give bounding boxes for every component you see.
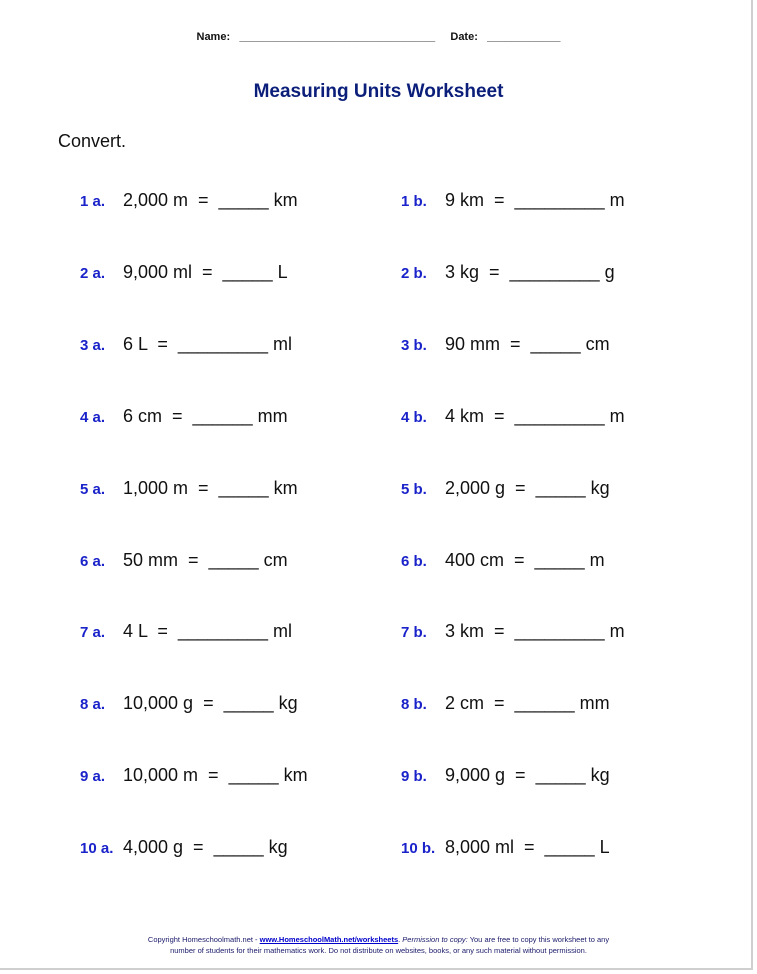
problem-1a [80, 190, 298, 211]
worksheets-link[interactable]: www.HomeschoolMath.net/worksheets [259, 935, 399, 944]
problem-number: 9 b. [401, 768, 427, 785]
problem-3b [401, 334, 610, 355]
problem-number: 1 a. [80, 193, 106, 210]
problem-text: 50 mm = _____ cm [123, 550, 288, 570]
problem-5a [80, 478, 298, 499]
problem-text: 2,000 m = _____ km [123, 190, 298, 210]
problem-4b [401, 406, 625, 427]
problem-10b [401, 837, 610, 858]
problem-text: 400 cm = _____ m [445, 550, 605, 570]
problem-number: 3 b. [401, 337, 427, 354]
problem-text: 4 km = _________ m [445, 406, 625, 426]
problem-8a [80, 693, 298, 714]
copyright-text: Copyright Homeschoolmath.net - [147, 935, 260, 944]
problem-text: 3 km = _________ m [445, 621, 625, 641]
problem-number: 4 b. [401, 409, 427, 426]
footer-separator: . [398, 935, 403, 944]
name-label: Name: [196, 31, 231, 43]
problem-text: 9 km = _________ m [445, 190, 625, 210]
problem-number: 2 b. [401, 265, 427, 282]
problem-2b [401, 262, 615, 283]
problem-6a [80, 550, 288, 571]
problem-number: 2 a. [80, 265, 106, 282]
permission-text: You are free to copy this worksheet to any [467, 935, 610, 944]
problem-number: 9 a. [80, 768, 106, 785]
problem-number: 6 b. [401, 553, 427, 570]
problem-number: 1 b. [401, 193, 427, 210]
date-blank: ____________ [487, 31, 561, 43]
problem-text: 9,000 g = _____ kg [445, 765, 610, 785]
problem-text: 90 mm = _____ cm [445, 334, 610, 354]
instruction-text: Convert. [58, 131, 127, 151]
problem-text: 4,000 g = _____ kg [123, 837, 288, 857]
problem-number: 7 b. [401, 624, 427, 641]
problem-number: 10 a. [80, 840, 114, 857]
problem-text: 8,000 ml = _____ L [445, 837, 610, 857]
problem-4a [80, 406, 288, 427]
problem-text: 3 kg = _________ g [445, 262, 615, 282]
problem-number: 8 a. [80, 696, 106, 713]
name-date-line [0, 31, 757, 43]
problem-9b [401, 765, 610, 786]
problem-text: 2 cm = ______ mm [445, 693, 610, 713]
problem-2a [80, 262, 288, 283]
problem-number: 8 b. [401, 696, 427, 713]
problem-number: 5 b. [401, 481, 427, 498]
problem-3a [80, 334, 292, 355]
problem-number: 10 b. [401, 840, 436, 857]
problem-text: 6 L = _________ ml [123, 334, 292, 354]
problem-text: 10,000 g = _____ kg [123, 693, 298, 713]
problem-text: 2,000 g = _____ kg [445, 478, 610, 498]
problem-5b [401, 478, 610, 499]
problem-text: 4 L = _________ ml [123, 621, 292, 641]
problem-text: 9,000 ml = _____ L [123, 262, 288, 282]
problem-number: 6 a. [80, 553, 106, 570]
problem-10a [80, 837, 288, 858]
footer-line-2: number of students for their mathematics work. Do not distribute on websites, books, or any such material without permission. [170, 946, 587, 955]
permission-label: Permission to copy: [402, 935, 468, 944]
problem-text: 6 cm = ______ mm [123, 406, 288, 426]
problem-number: 4 a. [80, 409, 106, 426]
footer-line-1 [0, 934, 757, 945]
date-label: Date: [450, 31, 478, 43]
copyright-footer [0, 934, 757, 956]
problem-7b [401, 621, 625, 642]
problem-1b [401, 190, 625, 211]
problem-7a [80, 621, 292, 642]
problem-number: 3 a. [80, 337, 106, 354]
problem-text: 1,000 m = _____ km [123, 478, 298, 498]
problem-6b [401, 550, 605, 571]
name-blank: ________________________________ [239, 31, 436, 43]
worksheet-title: Measuring Units Worksheet [253, 81, 504, 102]
problem-number: 7 a. [80, 624, 106, 641]
problem-8b [401, 693, 610, 714]
problem-9a [80, 765, 308, 786]
problem-text: 10,000 m = _____ km [123, 765, 308, 785]
problem-number: 5 a. [80, 481, 106, 498]
